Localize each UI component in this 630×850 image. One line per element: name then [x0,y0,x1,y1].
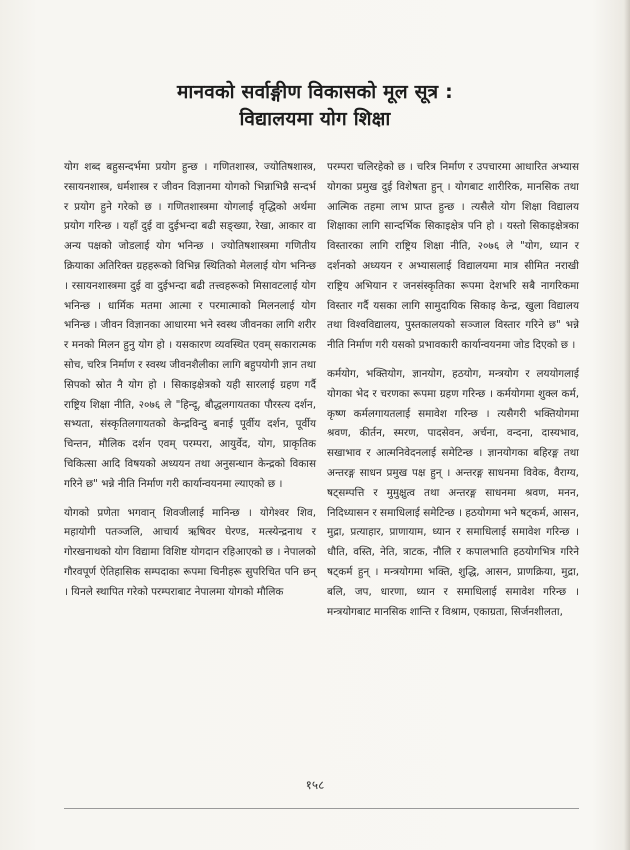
right-column [327,158,579,631]
title-line-1: मानवको सर्वाङ्गीण विकासको मूल सूत्र : [177,81,453,103]
page-number: १५८ [305,778,325,792]
left-paragraph-1: योग शब्द बहुसन्दर्भमा प्रयोग हुन्छ । गणितशास्त्र, ज्योतिषशास्त्र, रसायनशास्त्र, धर्मशास्त्र र जीवन विज्ञानमा योगको भिन्नाभिन्नै सन्दर्भ र प्रयोग हुने गरेको छ । गणितशास्त्रमा योगलाई वृद्धिको अर्थमा प्रयोग गरिन्छ । यहाँ दुई वा दुईभन्दा बढी सङ्ख्या, रेखा, आकार वा अन्य पक्षको जोडलाई योग भनिन्छ । ज्योतिषशास्त्रमा गणितीय क्रियाका अतिरिक्त ग्रहहरूको विभिन्न स्थितिको मेललाई योग भनिन्छ । रसायनशास्त्रमा दुई वा दुईभन्दा बढी तत्त्वहरूको मिसावटलाई योग भनिन्छ । धार्मिक मतमा आत्मा र परमात्माको मिलनलाई योग भनिन्छ । जीवन विज्ञानका आधारमा भने स्वस्थ जीवनका लागि शरीर र मनको मिलन हुनु योग हो । यसकारण व्यवस्थित एवम् सकारात्मक सोच, चरित्र निर्माण र स्वस्थ जीवनशैलीका लागि बहुपयोगी ज्ञान तथा सिपको स्रोत नै योग हो । सिकाइक्षेत्रको यही सारलाई ग्रहण गर्दै राष्ट्रिय शिक्षा नीति, २०७६ ले "हिन्दू, बौद्धलगायतका पौरस्त्य दर्शन, सभ्यता, संस्कृतिलगायतको केन्द्रविन्दु बनाई पूर्वीय दर्शन, पूर्वीय चिन्तन, मौलिक दर्शन एवम् परम्परा, आयुर्वेद, योग, प्राकृतिक चिकित्सा आदि विषयको अध्ययन तथा अनुसन्धान केन्द्रको विकास गरिने छ" भन्ने नीति निर्माण गरी कार्यान्वयनमा ल्याएको छ । [64,161,316,490]
right-paragraph-1: परम्परा चलिरहेको छ । चरित्र निर्माण र उपचारमा आधारित अभ्यास योगका प्रमुख दुई विशेषता हुन् । योगबाट शारीरिक, मानसिक तथा आत्मिक तहमा लाभ प्राप्त हुन्छ । त्यसैले योग शिक्षा विद्यालय शिक्षाका लागि सान्दर्भिक सिकाइक्षेत्र पनि हो । यस्तो सिकाइक्षेत्रका विस्तारका लागि राष्ट्रिय शिक्षा नीति, २०७६ ले "योग, ध्यान र दर्शनको अध्ययन र अभ्यासलाई विद्यालयमा मात्र सीमित नराखी राष्ट्रिय अभियान र जनसंस्कृतिका रूपमा देशभरि सबै नागरिकमा विस्तार गर्दै यसका लागि सामुदायिक सिकाइ केन्द्र, खुला विद्यालय तथा विश्वविद्यालय, पुस्तकालयको सञ्जाल विस्तार गरिने छ" भन्ने नीति निर्माण गरी यसको प्रभावकारी कार्यान्वयनमा जोड दिएको छ । [327,161,579,352]
title-line-2: विद्यालयमा योग शिक्षा [239,108,391,130]
left-paragraph-2: योगको प्रणेता भगवान् शिवजीलाई मानिन्छ । योगेश्वर शिव, महायोगी पतञ्जलि, आचार्य ऋषिवर घेरण्ड, मत्स्येन्द्रनाथ र गोरखनाथको योग विद्यामा विशिष्ट योगदान रहिआएको छ । नेपालको गौरवपूर्ण ऐतिहासिक सम्पदाका रूपमा चिनीहरू सुपरिचित पनि छन् । यिनले स्थापित गरेको परम्पराबाट नेपालमा योगको मौलिक [64,506,316,598]
page-edge-shadow [624,0,630,850]
right-paragraph-2: कर्मयोग, भक्तियोग, ज्ञानयोग, हठयोग, मन्त्रयोग र लययोगलाई योगका भेद र चरणका रूपमा ग्रहण गरिन्छ । कर्मयोगमा शुक्ल कर्म, कृष्ण कर्मलगायतलाई समावेश गरिन्छ । त्यसैगरी भक्तियोगमा श्रवण, कीर्तन, स्मरण, पादसेवन, अर्चना, वन्दना, दास्यभाव, सखाभाव र आत्मनिवेदनलाई समेटिन्छ । ज्ञानयोगका बहिरङ्ग तथा अन्तरङ्ग साधन प्रमुख पक्ष हुन् । अन्तरङ्ग साधनमा विवेक, वैराग्य, षट्सम्पत्ति र मुमुक्षुत्व तथा अन्तरङ्ग साधनमा श्रवण, मनन, निदिध्यासन र समाधिलाई समेटिन्छ । हठयोगमा भने षट्कर्म, आसन, मुद्रा, प्रत्याहार, प्राणायाम, ध्यान र समाधिलाई समावेश गरिन्छ । धौति, वस्ति, नेति, त्राटक, नौलि र कपालभाति हठयोगभित्र गरिने षट्कर्म हुन् । मन्त्रयोगमा भक्ति, शुद्धि, आसन, प्राणक्रिया, मुद्रा, बलि, जप, धारणा, ध्यान र समाधिलाई समावेश गरिन्छ । मन्त्रयोगबाट मानसिक शान्ति र विश्राम, एकाग्रता, सिर्जनशीलता, [327,367,579,618]
left-column [64,158,316,612]
footer-rule [64,808,579,809]
